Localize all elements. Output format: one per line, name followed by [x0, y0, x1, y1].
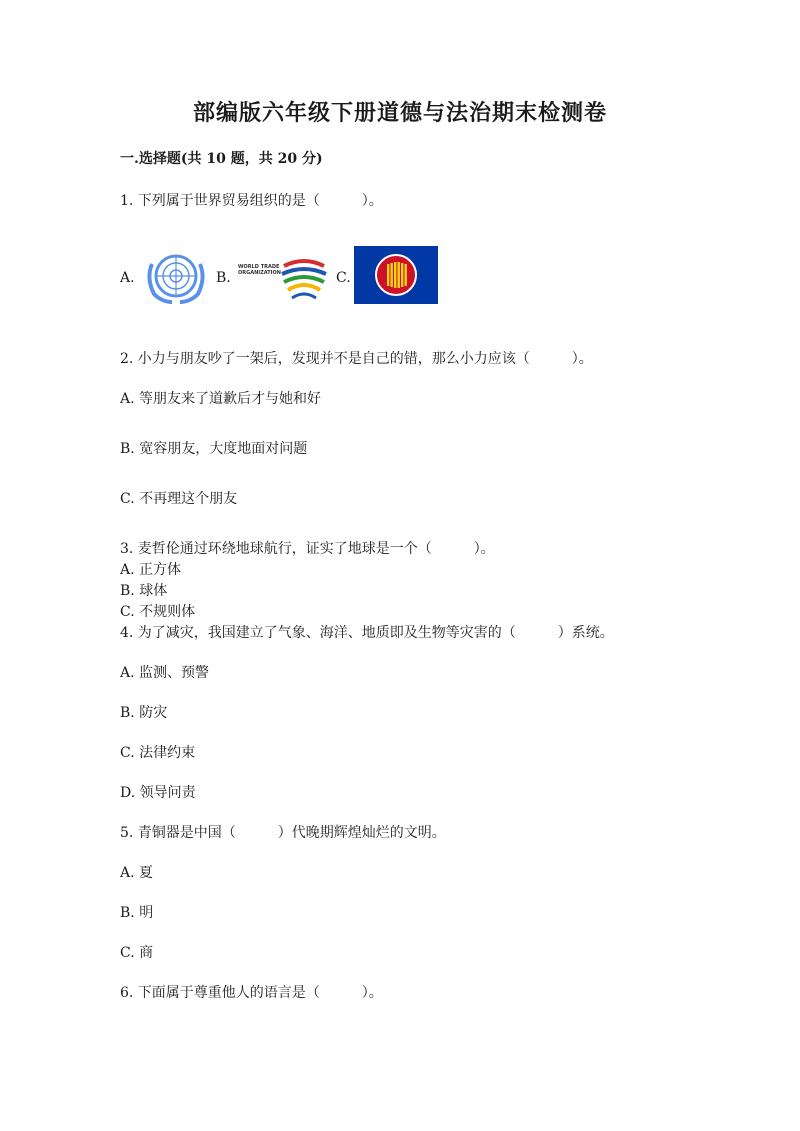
question-5-option-a: A. 夏	[120, 865, 154, 881]
un-emblem-icon	[142, 246, 210, 306]
question-1-options	[120, 246, 450, 306]
asean-flag-icon	[354, 246, 438, 304]
wto-logo-icon	[236, 252, 332, 302]
question-1-stem: 1. 下列属于世界贸易组织的是（ ）。	[120, 193, 383, 209]
question-4-option-a: A. 监测、预警	[120, 665, 210, 681]
option-c-label: C.	[336, 270, 351, 286]
wto-text-line-2: ORGANIZATION	[238, 270, 281, 276]
wto-text-line-1: WORLD TRADE	[238, 264, 280, 270]
question-2-option-a: A. 等朋友来了道歉后才与她和好	[120, 391, 322, 407]
question-3-stem: 3. 麦哲伦通过环绕地球航行，证实了地球是一个（ ）。	[120, 541, 495, 557]
question-4-stem: 4. 为了减灾，我国建立了气象、海洋、地质即及生物等灾害的（ ）系统。	[120, 625, 614, 641]
question-2-option-b: B. 宽容朋友，大度地面对问题	[120, 441, 308, 457]
page-title: 部编版六年级下册道德与法治期末检测卷	[192, 100, 607, 126]
question-5-option-b: B. 明	[120, 905, 154, 921]
question-3-option-c: C. 不规则体	[120, 604, 196, 620]
question-4-option-c: C. 法律约束	[120, 745, 196, 761]
option-a-label: A.	[120, 270, 135, 286]
question-4-option-b: B. 防灾	[120, 705, 168, 721]
question-3-option-b: B. 球体	[120, 583, 168, 599]
question-4-option-d: D. 领导问责	[120, 785, 196, 801]
question-5-stem: 5. 青铜器是中国（ ）代晚期辉煌灿烂的文明。	[120, 825, 446, 841]
section-heading: 一.选择题(共 10 题，共 20 分)	[120, 151, 323, 167]
question-5-option-c: C. 商	[120, 945, 154, 961]
question-2-stem: 2. 小力与朋友吵了一架后，发现并不是自己的错，那么小力应该（ ）。	[120, 351, 593, 367]
question-6-stem: 6. 下面属于尊重他人的语言是（ ）。	[120, 985, 383, 1001]
option-b-label: B.	[216, 270, 231, 286]
question-3-option-a: A. 正方体	[120, 562, 182, 578]
question-2-option-c: C. 不再理这个朋友	[120, 491, 238, 507]
